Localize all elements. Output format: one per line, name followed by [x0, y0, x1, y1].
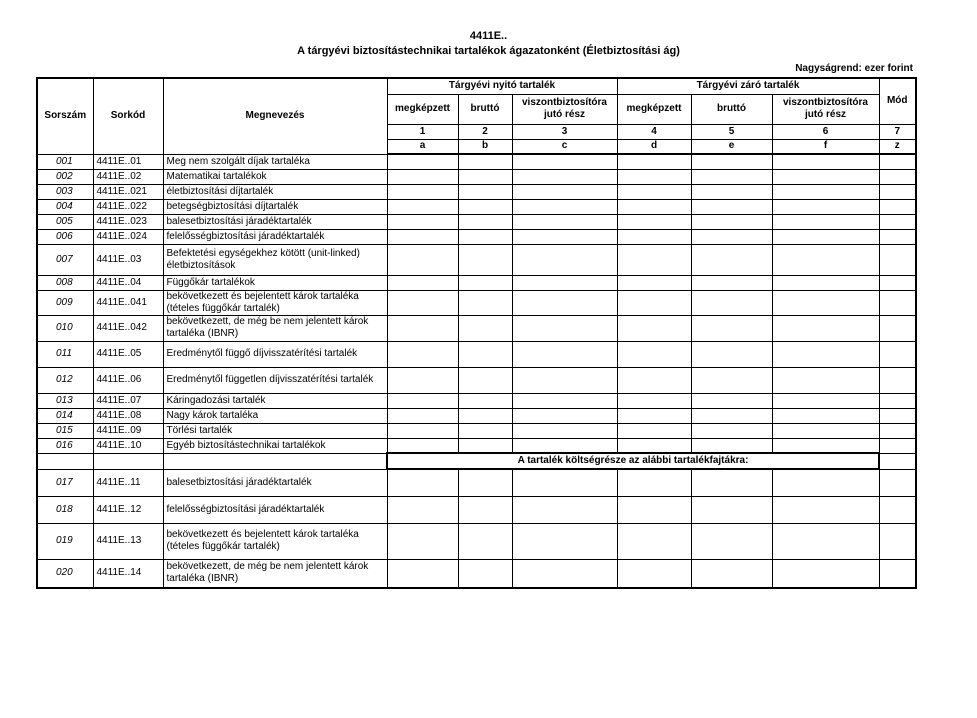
- row-megnevezes: Befektetési egységekhez kötött (unit-linked) életbiztosítások: [163, 244, 387, 275]
- row-megnevezes: bekövetkezett és bejelentett károk tartaléka (tételes függőkár tartalék): [163, 523, 387, 559]
- value-cell[interactable]: [512, 214, 617, 229]
- row-sorkod: 4411E..021: [93, 184, 163, 199]
- value-cell[interactable]: [879, 315, 916, 341]
- row-sorszam: 019: [37, 523, 93, 559]
- table-row: [37, 275, 916, 290]
- value-cell[interactable]: [512, 184, 617, 199]
- value-cell[interactable]: [617, 469, 691, 496]
- row-megnevezes: Eredménytől függő díjvisszatérítési tartalék: [163, 341, 387, 367]
- value-cell[interactable]: [879, 423, 916, 438]
- value-cell[interactable]: [458, 229, 512, 244]
- empty-cell: [163, 453, 387, 469]
- value-cell[interactable]: [512, 496, 617, 523]
- value-cell[interactable]: [772, 184, 879, 199]
- value-cell[interactable]: [879, 523, 916, 559]
- value-cell[interactable]: [512, 229, 617, 244]
- table-row: [37, 559, 916, 588]
- value-cell[interactable]: [512, 169, 617, 184]
- value-cell[interactable]: [458, 496, 512, 523]
- value-cell[interactable]: [387, 154, 458, 169]
- value-cell[interactable]: [458, 423, 512, 438]
- value-cell[interactable]: [617, 423, 691, 438]
- value-cell[interactable]: [617, 408, 691, 423]
- row-sorszam: 006: [37, 229, 93, 244]
- row-megnevezes: Matematikai tartalékok: [163, 169, 387, 184]
- value-cell[interactable]: [458, 438, 512, 453]
- value-cell[interactable]: [617, 315, 691, 341]
- row-sorszam: 013: [37, 393, 93, 408]
- value-cell[interactable]: [772, 290, 879, 315]
- value-cell[interactable]: [458, 367, 512, 393]
- header-col-6: viszontbiztosítóra jutó rész: [772, 94, 879, 124]
- row-sorkod: 4411E..10: [93, 438, 163, 453]
- value-cell[interactable]: [691, 315, 772, 341]
- value-cell[interactable]: [691, 367, 772, 393]
- document-title: A tárgyévi biztosítástechnikai tartalékok ágazatonként (Életbiztosítási ág): [297, 45, 680, 57]
- header-col-1: megképzett: [387, 94, 458, 124]
- value-cell[interactable]: [772, 169, 879, 184]
- row-sorkod: 4411E..12: [93, 496, 163, 523]
- value-cell[interactable]: [617, 496, 691, 523]
- value-cell[interactable]: [512, 341, 617, 367]
- col-num-3: 3: [512, 124, 617, 139]
- value-cell[interactable]: [617, 244, 691, 275]
- row-sorkod: 4411E..11: [93, 469, 163, 496]
- row-megnevezes: felelősségbiztosítási járadéktartalék: [163, 496, 387, 523]
- row-megnevezes: Egyéb biztosítástechnikai tartalékok: [163, 438, 387, 453]
- value-cell[interactable]: [691, 341, 772, 367]
- row-sorszam: 001: [37, 154, 93, 169]
- value-cell[interactable]: [512, 315, 617, 341]
- value-cell[interactable]: [617, 367, 691, 393]
- section-banner: A tartalék költségrésze az alábbi tartalékfajtákra:: [387, 453, 879, 469]
- value-cell[interactable]: [617, 229, 691, 244]
- value-cell[interactable]: [879, 438, 916, 453]
- value-cell[interactable]: [772, 408, 879, 423]
- row-megnevezes: felelősségbiztosítási járadéktartalék: [163, 229, 387, 244]
- header-col-2: bruttó: [458, 94, 512, 124]
- value-cell[interactable]: [617, 214, 691, 229]
- value-cell[interactable]: [458, 184, 512, 199]
- row-sorkod: 4411E..07: [93, 393, 163, 408]
- value-cell[interactable]: [617, 199, 691, 214]
- row-sorszam: 017: [37, 469, 93, 496]
- value-cell[interactable]: [458, 393, 512, 408]
- row-megnevezes: Függőkár tartalékok: [163, 275, 387, 290]
- row-megnevezes: Nagy károk tartaléka: [163, 408, 387, 423]
- value-cell[interactable]: [387, 290, 458, 315]
- value-cell[interactable]: [691, 184, 772, 199]
- value-cell[interactable]: [879, 367, 916, 393]
- value-cell[interactable]: [772, 393, 879, 408]
- row-megnevezes: bekövetkezett és bejelentett károk tartaléka (tételes függőkár tartalék): [163, 290, 387, 315]
- col-letter-d: d: [617, 139, 691, 154]
- header-opening-group: Tárgyévi nyitó tartalék: [387, 78, 617, 94]
- value-cell[interactable]: [458, 169, 512, 184]
- value-cell[interactable]: [772, 367, 879, 393]
- value-cell[interactable]: [617, 154, 691, 169]
- row-megnevezes: balesetbiztosítási járadéktartalék: [163, 214, 387, 229]
- row-sorkod: 4411E..06: [93, 367, 163, 393]
- value-cell[interactable]: [512, 367, 617, 393]
- value-cell[interactable]: [458, 244, 512, 275]
- value-cell[interactable]: [691, 244, 772, 275]
- col-num-6: 6: [772, 124, 879, 139]
- table-row: [37, 154, 916, 169]
- value-cell[interactable]: [387, 559, 458, 588]
- value-cell[interactable]: [387, 393, 458, 408]
- value-cell[interactable]: [879, 275, 916, 290]
- value-cell[interactable]: [387, 367, 458, 393]
- value-cell[interactable]: [879, 408, 916, 423]
- row-sorkod: 4411E..024: [93, 229, 163, 244]
- value-cell[interactable]: [512, 275, 617, 290]
- value-cell[interactable]: [691, 523, 772, 559]
- value-cell[interactable]: [512, 523, 617, 559]
- row-sorkod: 4411E..03: [93, 244, 163, 275]
- row-sorkod: 4411E..13: [93, 523, 163, 559]
- row-sorszam: 007: [37, 244, 93, 275]
- empty-cell: [37, 453, 93, 469]
- value-cell[interactable]: [617, 438, 691, 453]
- col-letter-z: z: [879, 139, 916, 154]
- col-num-1: 1: [387, 124, 458, 139]
- unit-note: Nagyságrend: ezer forint: [795, 63, 913, 74]
- value-cell[interactable]: [617, 275, 691, 290]
- value-cell[interactable]: [772, 559, 879, 588]
- value-cell[interactable]: [879, 184, 916, 199]
- row-sorszam: 005: [37, 214, 93, 229]
- table-row: [37, 290, 916, 315]
- value-cell[interactable]: [617, 523, 691, 559]
- value-cell[interactable]: [617, 290, 691, 315]
- table-row: [37, 423, 916, 438]
- col-letter-e: e: [691, 139, 772, 154]
- value-cell[interactable]: [458, 315, 512, 341]
- value-cell[interactable]: [458, 408, 512, 423]
- row-sorszam: 008: [37, 275, 93, 290]
- table-row: [37, 169, 916, 184]
- value-cell[interactable]: [879, 154, 916, 169]
- table-row: [37, 438, 916, 453]
- table-row: [37, 214, 916, 229]
- col-letter-c: c: [512, 139, 617, 154]
- value-cell[interactable]: [691, 423, 772, 438]
- row-sorkod: 4411E..08: [93, 408, 163, 423]
- row-sorszam: 020: [37, 559, 93, 588]
- value-cell[interactable]: [691, 275, 772, 290]
- empty-cell: [93, 453, 163, 469]
- value-cell[interactable]: [512, 393, 617, 408]
- value-cell[interactable]: [458, 290, 512, 315]
- value-cell[interactable]: [772, 229, 879, 244]
- table-row: [37, 393, 916, 408]
- value-cell[interactable]: [617, 169, 691, 184]
- value-cell[interactable]: [458, 341, 512, 367]
- value-cell[interactable]: [879, 244, 916, 275]
- col-letter-f: f: [772, 139, 879, 154]
- value-cell[interactable]: [617, 341, 691, 367]
- header-sorkod: Sorkód: [93, 78, 163, 154]
- value-cell[interactable]: [691, 229, 772, 244]
- value-cell[interactable]: [879, 214, 916, 229]
- row-sorkod: 4411E..022: [93, 199, 163, 214]
- value-cell[interactable]: [879, 496, 916, 523]
- header-mod: Mód: [879, 78, 916, 124]
- row-megnevezes: Káringadozási tartalék: [163, 393, 387, 408]
- value-cell[interactable]: [387, 214, 458, 229]
- row-megnevezes: Eredménytől független díjvisszatérítési tartalék: [163, 367, 387, 393]
- table-row: [37, 496, 916, 523]
- table-row: [37, 315, 916, 341]
- value-cell[interactable]: [879, 199, 916, 214]
- header-closing-group: Tárgyévi záró tartalék: [617, 78, 879, 94]
- row-megnevezes: balesetbiztosítási járadéktartalék: [163, 469, 387, 496]
- row-sorkod: 4411E..01: [93, 154, 163, 169]
- header-sorszam: Sorszám: [37, 78, 93, 154]
- table-row: [37, 244, 916, 275]
- col-num-5: 5: [691, 124, 772, 139]
- section-banner-row: [37, 453, 916, 469]
- value-cell[interactable]: [879, 229, 916, 244]
- header-col-3: viszontbiztosítóra jutó rész: [512, 94, 617, 124]
- value-cell[interactable]: [387, 315, 458, 341]
- value-cell[interactable]: [512, 469, 617, 496]
- value-cell[interactable]: [772, 423, 879, 438]
- value-cell[interactable]: [879, 393, 916, 408]
- value-cell[interactable]: [387, 184, 458, 199]
- value-cell[interactable]: [772, 438, 879, 453]
- reserve-table: [36, 77, 917, 589]
- row-sorkod: 4411E..14: [93, 559, 163, 588]
- value-cell[interactable]: [772, 275, 879, 290]
- value-cell[interactable]: [772, 214, 879, 229]
- table-row: [37, 199, 916, 214]
- row-sorkod: 4411E..041: [93, 290, 163, 315]
- value-cell[interactable]: [691, 469, 772, 496]
- value-cell[interactable]: [879, 341, 916, 367]
- value-cell[interactable]: [458, 469, 512, 496]
- row-sorszam: 009: [37, 290, 93, 315]
- value-cell[interactable]: [458, 214, 512, 229]
- row-sorkod: 4411E..02: [93, 169, 163, 184]
- table-row: [37, 408, 916, 423]
- value-cell[interactable]: [387, 423, 458, 438]
- header-col-4: megképzett: [617, 94, 691, 124]
- header-megnevezes: Megnevezés: [163, 78, 387, 154]
- value-cell[interactable]: [387, 341, 458, 367]
- row-sorszam: 003: [37, 184, 93, 199]
- row-sorkod: 4411E..09: [93, 423, 163, 438]
- value-cell[interactable]: [512, 423, 617, 438]
- value-cell[interactable]: [512, 438, 617, 453]
- value-cell[interactable]: [387, 438, 458, 453]
- row-megnevezes: bekövetkezett, de még be nem jelentett károk tartaléka (IBNR): [163, 315, 387, 341]
- value-cell[interactable]: [387, 275, 458, 290]
- row-megnevezes: Meg nem szolgált díjak tartaléka: [163, 154, 387, 169]
- value-cell[interactable]: [458, 559, 512, 588]
- value-cell[interactable]: [512, 559, 617, 588]
- value-cell[interactable]: [387, 199, 458, 214]
- value-cell[interactable]: [691, 199, 772, 214]
- row-megnevezes: bekövetkezett, de még be nem jelentett károk tartaléka (IBNR): [163, 559, 387, 588]
- row-sorszam: 014: [37, 408, 93, 423]
- table-row: [37, 469, 916, 496]
- value-cell[interactable]: [617, 559, 691, 588]
- table-row: [37, 367, 916, 393]
- value-cell[interactable]: [512, 154, 617, 169]
- value-cell[interactable]: [772, 315, 879, 341]
- value-cell[interactable]: [691, 496, 772, 523]
- row-sorkod: 4411E..023: [93, 214, 163, 229]
- value-cell[interactable]: [691, 169, 772, 184]
- value-cell[interactable]: [772, 199, 879, 214]
- table-row: [37, 523, 916, 559]
- value-cell[interactable]: [879, 169, 916, 184]
- value-cell[interactable]: [387, 496, 458, 523]
- table-row: [37, 229, 916, 244]
- value-cell[interactable]: [691, 408, 772, 423]
- value-cell[interactable]: [458, 275, 512, 290]
- row-sorszam: 002: [37, 169, 93, 184]
- row-sorkod: 4411E..04: [93, 275, 163, 290]
- value-cell[interactable]: [772, 523, 879, 559]
- value-cell[interactable]: [772, 244, 879, 275]
- row-megnevezes: betegségbiztosítási díjtartalék: [163, 199, 387, 214]
- value-cell[interactable]: [691, 438, 772, 453]
- value-cell[interactable]: [387, 169, 458, 184]
- header-col-5: bruttó: [691, 94, 772, 124]
- value-cell[interactable]: [387, 469, 458, 496]
- document-code: 4411E..: [469, 30, 508, 42]
- value-cell[interactable]: [458, 199, 512, 214]
- table-row: [37, 341, 916, 367]
- value-cell[interactable]: [617, 184, 691, 199]
- row-sorszam: 011: [37, 341, 93, 367]
- value-cell[interactable]: [772, 496, 879, 523]
- value-cell[interactable]: [387, 408, 458, 423]
- value-cell[interactable]: [879, 559, 916, 588]
- col-letter-b: b: [458, 139, 512, 154]
- value-cell[interactable]: [691, 154, 772, 169]
- row-sorszam: 018: [37, 496, 93, 523]
- value-cell[interactable]: [617, 393, 691, 408]
- value-cell[interactable]: [458, 154, 512, 169]
- value-cell[interactable]: [879, 469, 916, 496]
- row-sorszam: 015: [37, 423, 93, 438]
- row-sorkod: 4411E..05: [93, 341, 163, 367]
- value-cell[interactable]: [691, 393, 772, 408]
- row-sorkod: 4411E..042: [93, 315, 163, 341]
- value-cell[interactable]: [387, 523, 458, 559]
- value-cell[interactable]: [512, 244, 617, 275]
- col-letter-a: a: [387, 139, 458, 154]
- value-cell[interactable]: [458, 523, 512, 559]
- value-cell[interactable]: [772, 469, 879, 496]
- row-megnevezes: Törlési tartalék: [163, 423, 387, 438]
- value-cell[interactable]: [691, 290, 772, 315]
- empty-cell: [879, 453, 916, 469]
- row-sorszam: 012: [37, 367, 93, 393]
- col-num-4: 4: [617, 124, 691, 139]
- value-cell[interactable]: [772, 341, 879, 367]
- value-cell[interactable]: [691, 559, 772, 588]
- value-cell[interactable]: [512, 199, 617, 214]
- row-megnevezes: életbiztosítási díjtartalék: [163, 184, 387, 199]
- value-cell[interactable]: [512, 408, 617, 423]
- value-cell[interactable]: [691, 214, 772, 229]
- row-sorszam: 016: [37, 438, 93, 453]
- value-cell[interactable]: [879, 290, 916, 315]
- col-num-mod: 7: [879, 124, 916, 139]
- value-cell[interactable]: [387, 244, 458, 275]
- value-cell[interactable]: [512, 290, 617, 315]
- row-sorszam: 010: [37, 315, 93, 341]
- row-sorszam: 004: [37, 199, 93, 214]
- value-cell[interactable]: [772, 154, 879, 169]
- col-num-2: 2: [458, 124, 512, 139]
- value-cell[interactable]: [387, 229, 458, 244]
- table-row: [37, 184, 916, 199]
